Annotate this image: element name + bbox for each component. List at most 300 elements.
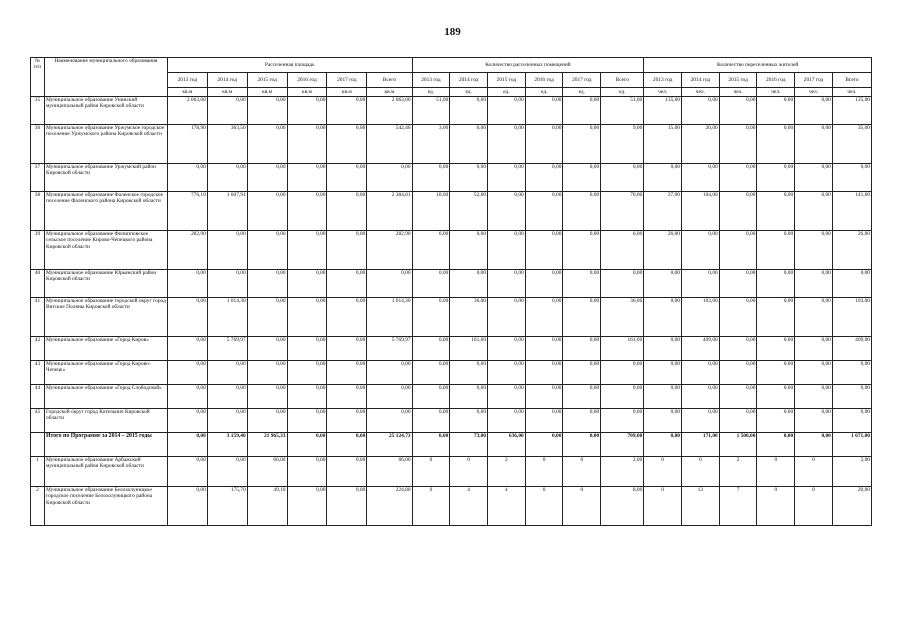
row-index [31, 433, 45, 457]
people-value: 15,00 [644, 125, 682, 164]
units-value: 0,00 [525, 409, 563, 433]
people-value: 0,00 [719, 192, 757, 231]
units-value: 0,00 [563, 164, 601, 192]
units-value: 0,00 [488, 361, 526, 385]
header-year: Всего [367, 73, 412, 88]
header-unit: кв.м [167, 88, 207, 97]
units-value: 0,00 [525, 298, 563, 337]
header-year: 2016 год [757, 73, 795, 88]
area-value: 0,00 [287, 270, 327, 298]
table-row [31, 298, 872, 337]
row-index: 2 [31, 487, 45, 526]
area-value: 363,50 [207, 125, 247, 164]
area-value: 2 384,01 [367, 192, 412, 231]
header-year: 2016 год [525, 73, 563, 88]
people-value: 0,00 [757, 385, 795, 409]
people-value: 0,00 [757, 97, 795, 125]
units-value: 0 [412, 457, 450, 487]
header-group-people: Количество переселенных жителей [644, 58, 872, 73]
people-value: 0,00 [795, 337, 833, 361]
people-value: 0,00 [719, 164, 757, 192]
area-value: 0,00 [367, 385, 412, 409]
units-value: 161,00 [601, 337, 644, 361]
area-value: 49,10 [247, 487, 287, 526]
area-value: 0,00 [327, 457, 367, 487]
people-value: 135,00 [832, 97, 871, 125]
people-value: 20,00 [832, 487, 871, 526]
header-unit: кв.м [287, 88, 327, 97]
units-value: 0,00 [412, 164, 450, 192]
area-value: 0,00 [167, 337, 207, 361]
units-value: 0,00 [488, 270, 526, 298]
row-index: 40 [31, 270, 45, 298]
area-value: 0,00 [207, 270, 247, 298]
units-value: 0,00 [563, 270, 601, 298]
people-value: 0,00 [795, 385, 833, 409]
people-value: 0,00 [795, 97, 833, 125]
table-total-row [31, 433, 872, 457]
people-value: 0,00 [644, 298, 682, 337]
units-value: 0,00 [525, 231, 563, 270]
municipality-name: Муниципальное образование Унинский муниципальный район Кировской области [45, 97, 168, 125]
header-year: 2017 год [795, 73, 833, 88]
units-value: 0,00 [525, 192, 563, 231]
area-value: 0,00 [167, 385, 207, 409]
area-value: 0,00 [167, 361, 207, 385]
units-value: 0,00 [412, 361, 450, 385]
header-year: 2014 год [450, 73, 488, 88]
people-value: 0,00 [682, 164, 720, 192]
area-value: 3 159,40 [207, 433, 247, 457]
people-value: 104,00 [682, 192, 720, 231]
header-unit: ед. [450, 88, 488, 97]
area-value: 0,00 [207, 164, 247, 192]
municipality-name: Итого по Программе за 2014 – 2015 годы [45, 433, 168, 457]
area-value: 0,00 [207, 385, 247, 409]
people-value: 135,00 [644, 97, 682, 125]
people-value: 0 [757, 457, 795, 487]
municipality-name: Муниципальное образование городской округ город Вятские Поляны Кировской области [45, 298, 168, 337]
units-value: 0,00 [563, 97, 601, 125]
header-year: 2017 год [563, 73, 601, 88]
units-value: 0 [450, 457, 488, 487]
area-value: 224,80 [367, 487, 412, 526]
area-value: 0,00 [247, 125, 287, 164]
units-value: 0,00 [488, 385, 526, 409]
header-unit: кв.м [247, 88, 287, 97]
row-index: 41 [31, 298, 45, 337]
area-value: 0,00 [247, 337, 287, 361]
units-value: 8,00 [601, 487, 644, 526]
people-value: 2,00 [832, 457, 871, 487]
area-value: 0,00 [287, 164, 327, 192]
area-value: 0,00 [327, 337, 367, 361]
people-value: 0,00 [644, 361, 682, 385]
people-value: 171,00 [682, 433, 720, 457]
units-value: 0 [525, 487, 563, 526]
area-value: 0,00 [327, 270, 367, 298]
people-value: 0,00 [644, 337, 682, 361]
units-value: 52,00 [450, 192, 488, 231]
header-year: 2013 год [167, 73, 207, 88]
table-row [31, 231, 872, 270]
people-value: 0,00 [757, 125, 795, 164]
header-group-area: Расселенная площадь [167, 58, 412, 73]
people-value: 0,00 [682, 270, 720, 298]
header-unit: ед. [412, 88, 450, 97]
people-value: 0,00 [795, 433, 833, 457]
header-unit: кв.м [327, 88, 367, 97]
people-value: 2 [719, 457, 757, 487]
area-value: 0,00 [287, 192, 327, 231]
people-value: 0,00 [757, 231, 795, 270]
people-value: 0,00 [832, 409, 871, 433]
people-value: 0,00 [644, 385, 682, 409]
area-value: 0,00 [207, 361, 247, 385]
people-value: 20,00 [682, 125, 720, 164]
people-value: 0,00 [719, 298, 757, 337]
header-unit: чел. [644, 88, 682, 97]
header-no: № п/п [31, 58, 45, 97]
people-value: 0,00 [795, 192, 833, 231]
units-value: 0,00 [563, 409, 601, 433]
units-value: 0,00 [488, 125, 526, 164]
people-value: 0,00 [795, 361, 833, 385]
row-index: 45 [31, 409, 45, 433]
units-value: 0,00 [601, 361, 644, 385]
header-unit: ед. [601, 88, 644, 97]
people-value: 0,00 [719, 231, 757, 270]
table-row [31, 385, 872, 409]
municipality-name: Муниципальное образование Юрьянский район Кировской области [45, 270, 168, 298]
area-value: 5 769,97 [367, 337, 412, 361]
header-year: 2017 год [327, 73, 367, 88]
header-unit: чел. [682, 88, 720, 97]
units-value: 0,00 [488, 409, 526, 433]
area-value: 0,00 [327, 487, 367, 526]
units-value: 0,00 [450, 164, 488, 192]
units-value: 0,00 [525, 385, 563, 409]
people-value: 0 [644, 457, 682, 487]
people-value: 0,00 [682, 361, 720, 385]
header-unit: чел. [795, 88, 833, 97]
units-value: 0,00 [488, 298, 526, 337]
table-body [31, 97, 872, 526]
municipality-name: Муниципальное образование «Город Киров» [45, 337, 168, 361]
units-value: 0,00 [412, 270, 450, 298]
people-value: 0,00 [832, 164, 871, 192]
municipality-name: Муниципальное образование Фаленское городское поселение Фаленского района Кировской области [45, 192, 168, 231]
units-value: 36,00 [450, 298, 488, 337]
table-row [31, 337, 872, 361]
page-number: 189 [444, 26, 461, 38]
units-value: 3,00 [412, 125, 450, 164]
row-index: 35 [31, 97, 45, 125]
area-value: 776,10 [167, 192, 207, 231]
municipality-name: Муниципальное образование «Город Кирово-Чепецк» [45, 361, 168, 385]
people-value: 1 500,00 [719, 433, 757, 457]
area-value: 0,00 [327, 385, 367, 409]
people-value: 0,00 [644, 270, 682, 298]
area-value: 0,00 [207, 457, 247, 487]
table-row [31, 164, 872, 192]
people-value: 103,00 [832, 298, 871, 337]
header-year: 2014 год [207, 73, 247, 88]
resettlement-table [30, 57, 872, 526]
municipality-name: Муниципальное образование Уржумский район Кировской области [45, 164, 168, 192]
units-value: 0,00 [488, 231, 526, 270]
people-value: 141,00 [832, 192, 871, 231]
area-value: 0,00 [287, 457, 327, 487]
header-year: Всего [832, 73, 871, 88]
table-row [31, 457, 872, 487]
units-value: 36,00 [601, 298, 644, 337]
header-unit: чел. [757, 88, 795, 97]
units-value: 0,00 [488, 164, 526, 192]
units-value: 2,00 [601, 457, 644, 487]
people-value: 0,00 [795, 270, 833, 298]
people-value: 35,00 [832, 125, 871, 164]
header-year: 2014 год [682, 73, 720, 88]
area-value: 66,00 [247, 457, 287, 487]
header-year: Всего [601, 73, 644, 88]
units-value: 0,00 [563, 361, 601, 385]
units-value: 0 [563, 487, 601, 526]
area-value: 178,90 [167, 125, 207, 164]
people-value: 0,00 [719, 270, 757, 298]
units-value: 0,00 [450, 97, 488, 125]
area-value: 0,00 [327, 97, 367, 125]
units-value: 0,00 [563, 433, 601, 457]
table-row [31, 270, 872, 298]
units-value: 0,00 [563, 125, 601, 164]
units-value: 0,00 [525, 337, 563, 361]
people-value: 0,00 [832, 270, 871, 298]
units-value: 70,00 [601, 192, 644, 231]
area-value: 0,00 [287, 433, 327, 457]
area-value: 0,00 [287, 487, 327, 526]
people-value: 0,00 [719, 125, 757, 164]
area-value: 542,40 [367, 125, 412, 164]
people-value: 0 [795, 457, 833, 487]
people-value: 7 [719, 487, 757, 526]
area-value: 282,90 [167, 231, 207, 270]
units-value: 0,00 [563, 298, 601, 337]
people-value: 0,00 [757, 164, 795, 192]
area-value: 0,00 [167, 409, 207, 433]
units-value: 0,00 [412, 433, 450, 457]
people-value: 0,00 [832, 385, 871, 409]
area-value: 0,00 [167, 487, 207, 526]
people-value: 26,00 [644, 231, 682, 270]
units-value: 4 [450, 487, 488, 526]
units-value: 0,00 [563, 231, 601, 270]
table-row [31, 125, 872, 164]
people-value: 0,00 [682, 385, 720, 409]
people-value: 0,00 [795, 164, 833, 192]
header-year: 2016 год [287, 73, 327, 88]
municipality-name: Муниципальное образование Арбажский муниципальный район Кировской области [45, 457, 168, 487]
people-value: 37,00 [644, 192, 682, 231]
units-value: 4 [488, 487, 526, 526]
area-value: 0,00 [327, 298, 367, 337]
header-unit: кв.м [367, 88, 412, 97]
units-value: 51,00 [412, 97, 450, 125]
units-value: 0,00 [450, 231, 488, 270]
people-value: 0 [682, 457, 720, 487]
people-value: 0,00 [682, 231, 720, 270]
people-value: 1 671,00 [832, 433, 871, 457]
people-value: 0,00 [757, 298, 795, 337]
area-value: 282,90 [367, 231, 412, 270]
row-index: 43 [31, 361, 45, 385]
area-value: 0,00 [327, 361, 367, 385]
area-value: 1 014,30 [207, 298, 247, 337]
units-value: 0,00 [450, 409, 488, 433]
units-value: 0,00 [450, 361, 488, 385]
area-value: 0,00 [167, 298, 207, 337]
area-value: 0,00 [167, 164, 207, 192]
area-value: 0,00 [367, 409, 412, 433]
people-value: 409,00 [832, 337, 871, 361]
people-value: 0 [795, 487, 833, 526]
units-value: 0 [412, 487, 450, 526]
table-row [31, 487, 872, 526]
area-value: 0,00 [367, 361, 412, 385]
area-value: 66,00 [367, 457, 412, 487]
people-value: 0,00 [719, 361, 757, 385]
units-value: 0,00 [525, 270, 563, 298]
units-value: 0,00 [563, 337, 601, 361]
header-unit: чел. [719, 88, 757, 97]
area-value: 0,00 [287, 231, 327, 270]
area-value: 0,00 [287, 97, 327, 125]
header-unit: чел. [832, 88, 871, 97]
units-value: 161,00 [450, 337, 488, 361]
area-value: 0,00 [287, 125, 327, 164]
people-value: 0,00 [719, 97, 757, 125]
table-header [31, 58, 872, 97]
area-value: 0,00 [207, 231, 247, 270]
units-value: 0,00 [450, 270, 488, 298]
people-value: 0 [757, 487, 795, 526]
area-value: 0,00 [247, 231, 287, 270]
units-value: 0,00 [601, 270, 644, 298]
header-year: 2015 год [247, 73, 287, 88]
units-value: 0,00 [412, 298, 450, 337]
area-value: 0,00 [287, 409, 327, 433]
units-value: 0,00 [412, 337, 450, 361]
people-value: 0,00 [644, 409, 682, 433]
header-year: 2013 год [644, 73, 682, 88]
units-value: 6,00 [412, 231, 450, 270]
area-value: 1 607,91 [207, 192, 247, 231]
area-value: 0,00 [287, 337, 327, 361]
area-value: 0,00 [327, 164, 367, 192]
units-value: 0,00 [563, 192, 601, 231]
area-value: 0,00 [327, 125, 367, 164]
people-value: 0,00 [682, 409, 720, 433]
units-value: 0,00 [488, 337, 526, 361]
people-value: 0,00 [757, 270, 795, 298]
people-value: 409,00 [682, 337, 720, 361]
area-value: 0,00 [247, 409, 287, 433]
units-value: 636,00 [488, 433, 526, 457]
municipality-name: Муниципальное образование Филипповское сельское поселение Кирово-Чепецкого района Кировской области [45, 231, 168, 270]
area-value: 2 063,00 [367, 97, 412, 125]
units-value: 2 [488, 457, 526, 487]
people-value: 26,00 [832, 231, 871, 270]
row-index: 36 [31, 125, 45, 164]
area-value: 0,00 [167, 270, 207, 298]
area-value: 0,00 [367, 164, 412, 192]
area-value: 0,00 [327, 192, 367, 231]
area-value: 0,00 [247, 385, 287, 409]
area-value: 21 965,33 [247, 433, 287, 457]
header-group-units: Количество расселенных помещений [412, 58, 644, 73]
people-value: 0,00 [795, 298, 833, 337]
units-value: 51,00 [601, 97, 644, 125]
units-value: 18,00 [412, 192, 450, 231]
units-value: 0,00 [563, 385, 601, 409]
header-name: Наименование муниципального образования [45, 58, 168, 97]
row-index: 1 [31, 457, 45, 487]
units-value: 0,00 [525, 97, 563, 125]
area-value: 0,00 [367, 270, 412, 298]
table-row [31, 97, 872, 125]
area-value: 0,00 [247, 97, 287, 125]
people-value: 0,00 [644, 164, 682, 192]
row-index: 39 [31, 231, 45, 270]
units-value: 0 [525, 457, 563, 487]
units-value: 6,00 [601, 231, 644, 270]
area-value: 0,00 [247, 192, 287, 231]
units-value: 0,00 [488, 97, 526, 125]
units-value: 709,00 [601, 433, 644, 457]
header-unit: ед. [525, 88, 563, 97]
header-unit: кв.м [207, 88, 247, 97]
area-value: 0,00 [247, 298, 287, 337]
area-value: 5 769,97 [207, 337, 247, 361]
table-row [31, 409, 872, 433]
municipality-name: Муниципальное образование Белохолуницкое городское поселение Белохолуницкого района Кировской области [45, 487, 168, 526]
row-index: 44 [31, 385, 45, 409]
header-unit: ед. [563, 88, 601, 97]
people-value: 13 [682, 487, 720, 526]
row-index: 37 [31, 164, 45, 192]
municipality-name: Городской округ город Котельнич Кировской области [45, 409, 168, 433]
area-value: 0,00 [327, 409, 367, 433]
area-value: 2 063,00 [167, 97, 207, 125]
people-value: 103,00 [682, 298, 720, 337]
area-value: 0,00 [327, 433, 367, 457]
people-value: 0,00 [682, 97, 720, 125]
people-value: 0,00 [795, 125, 833, 164]
people-value: 0,00 [719, 409, 757, 433]
area-value: 0,00 [287, 385, 327, 409]
people-value: 0,00 [757, 361, 795, 385]
units-value: 0,00 [525, 361, 563, 385]
area-value: 0,00 [167, 457, 207, 487]
units-value: 6,00 [450, 125, 488, 164]
people-value: 0,00 [832, 361, 871, 385]
units-value: 0,00 [601, 164, 644, 192]
row-index: 42 [31, 337, 45, 361]
units-value: 0,00 [488, 192, 526, 231]
units-value: 0,00 [525, 433, 563, 457]
people-value: 0,00 [795, 409, 833, 433]
units-value: 0,00 [601, 409, 644, 433]
